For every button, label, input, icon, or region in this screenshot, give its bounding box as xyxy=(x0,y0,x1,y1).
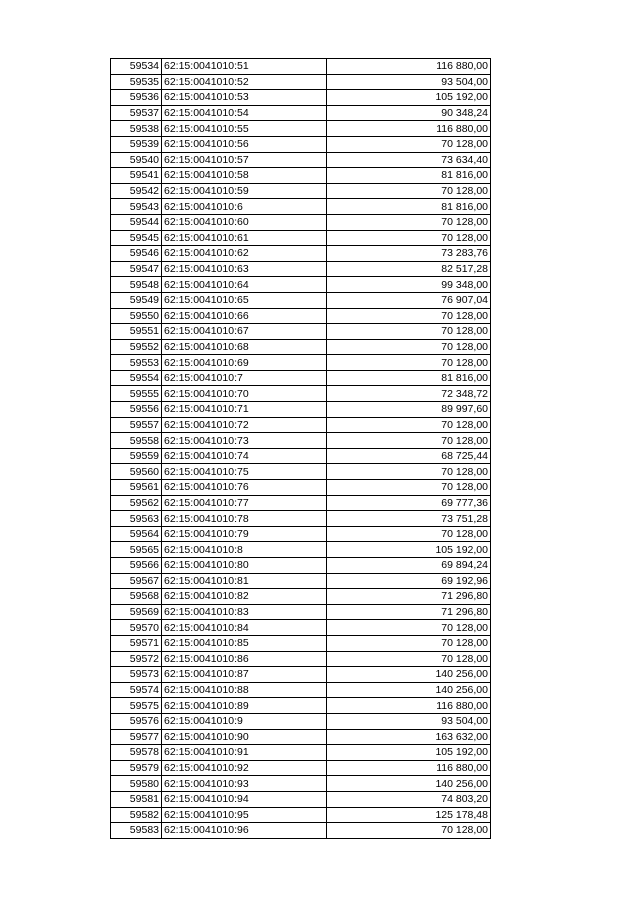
row-number-cell: 59571 xyxy=(111,635,162,651)
row-number-cell: 59550 xyxy=(111,308,162,324)
value-cell: 70 128,00 xyxy=(327,355,491,371)
table-row xyxy=(111,74,491,90)
table-row xyxy=(111,152,491,168)
row-number-cell: 59578 xyxy=(111,745,162,761)
value-cell: 70 128,00 xyxy=(327,417,491,433)
table-row xyxy=(111,168,491,184)
row-number-cell: 59557 xyxy=(111,417,162,433)
row-number-cell: 59572 xyxy=(111,651,162,667)
value-cell: 72 348,72 xyxy=(327,386,491,402)
value-cell: 70 128,00 xyxy=(327,526,491,542)
table-row xyxy=(111,620,491,636)
value-cell: 70 128,00 xyxy=(327,183,491,199)
table-row xyxy=(111,292,491,308)
row-number-cell: 59565 xyxy=(111,542,162,558)
row-number-cell: 59539 xyxy=(111,136,162,152)
cadastral-value-table xyxy=(110,58,491,839)
table-row xyxy=(111,355,491,371)
cadastral-number-cell: 62:15:0041010:60 xyxy=(162,214,327,230)
row-number-cell: 59569 xyxy=(111,604,162,620)
cadastral-number-cell: 62:15:0041010:59 xyxy=(162,183,327,199)
row-number-cell: 59547 xyxy=(111,261,162,277)
table-row xyxy=(111,558,491,574)
row-number-cell: 59538 xyxy=(111,121,162,137)
value-cell: 69 777,36 xyxy=(327,495,491,511)
value-cell: 70 128,00 xyxy=(327,339,491,355)
value-cell: 99 348,00 xyxy=(327,277,491,293)
row-number-cell: 59567 xyxy=(111,573,162,589)
value-cell: 70 128,00 xyxy=(327,464,491,480)
cadastral-number-cell: 62:15:0041010:89 xyxy=(162,698,327,714)
value-cell: 140 256,00 xyxy=(327,682,491,698)
table-row xyxy=(111,542,491,558)
table-row xyxy=(111,760,491,776)
cadastral-number-cell: 62:15:0041010:74 xyxy=(162,448,327,464)
row-number-cell: 59542 xyxy=(111,183,162,199)
cadastral-number-cell: 62:15:0041010:64 xyxy=(162,277,327,293)
table-row xyxy=(111,464,491,480)
cadastral-number-cell: 62:15:0041010:58 xyxy=(162,168,327,184)
row-number-cell: 59580 xyxy=(111,776,162,792)
table-row xyxy=(111,277,491,293)
cadastral-number-cell: 62:15:0041010:72 xyxy=(162,417,327,433)
cadastral-number-cell: 62:15:0041010:9 xyxy=(162,713,327,729)
cadastral-number-cell: 62:15:0041010:7 xyxy=(162,370,327,386)
table-row xyxy=(111,230,491,246)
row-number-cell: 59582 xyxy=(111,807,162,823)
value-cell: 70 128,00 xyxy=(327,214,491,230)
row-number-cell: 59561 xyxy=(111,480,162,496)
cadastral-number-cell: 62:15:0041010:71 xyxy=(162,402,327,418)
row-number-cell: 59566 xyxy=(111,558,162,574)
cadastral-number-cell: 62:15:0041010:77 xyxy=(162,495,327,511)
cadastral-number-cell: 62:15:0041010:76 xyxy=(162,480,327,496)
cadastral-number-cell: 62:15:0041010:54 xyxy=(162,105,327,121)
table-row xyxy=(111,511,491,527)
value-cell: 73 751,28 xyxy=(327,511,491,527)
cadastral-number-cell: 62:15:0041010:52 xyxy=(162,74,327,90)
table-row xyxy=(111,573,491,589)
value-cell: 70 128,00 xyxy=(327,823,491,839)
cadastral-number-cell: 62:15:0041010:92 xyxy=(162,760,327,776)
table-row xyxy=(111,308,491,324)
cadastral-number-cell: 62:15:0041010:68 xyxy=(162,339,327,355)
row-number-cell: 59562 xyxy=(111,495,162,511)
value-cell: 81 816,00 xyxy=(327,199,491,215)
value-cell: 105 192,00 xyxy=(327,542,491,558)
row-number-cell: 59577 xyxy=(111,729,162,745)
value-cell: 93 504,00 xyxy=(327,74,491,90)
row-number-cell: 59570 xyxy=(111,620,162,636)
value-cell: 68 725,44 xyxy=(327,448,491,464)
table-row xyxy=(111,682,491,698)
value-cell: 116 880,00 xyxy=(327,59,491,75)
cadastral-number-cell: 62:15:0041010:85 xyxy=(162,635,327,651)
table-row xyxy=(111,386,491,402)
value-cell: 116 880,00 xyxy=(327,760,491,776)
table-row xyxy=(111,183,491,199)
table-row xyxy=(111,698,491,714)
table-row xyxy=(111,214,491,230)
row-number-cell: 59573 xyxy=(111,667,162,683)
row-number-cell: 59583 xyxy=(111,823,162,839)
table-row xyxy=(111,433,491,449)
row-number-cell: 59581 xyxy=(111,791,162,807)
cadastral-number-cell: 62:15:0041010:90 xyxy=(162,729,327,745)
cadastral-number-cell: 62:15:0041010:69 xyxy=(162,355,327,371)
row-number-cell: 59579 xyxy=(111,760,162,776)
row-number-cell: 59558 xyxy=(111,433,162,449)
cadastral-number-cell: 62:15:0041010:78 xyxy=(162,511,327,527)
row-number-cell: 59541 xyxy=(111,168,162,184)
value-cell: 93 504,00 xyxy=(327,713,491,729)
cadastral-number-cell: 62:15:0041010:81 xyxy=(162,573,327,589)
row-number-cell: 59559 xyxy=(111,448,162,464)
row-number-cell: 59552 xyxy=(111,339,162,355)
table-row xyxy=(111,745,491,761)
row-number-cell: 59540 xyxy=(111,152,162,168)
row-number-cell: 59560 xyxy=(111,464,162,480)
table-row xyxy=(111,604,491,620)
table-row xyxy=(111,651,491,667)
value-cell: 73 283,76 xyxy=(327,246,491,262)
cadastral-number-cell: 62:15:0041010:56 xyxy=(162,136,327,152)
value-cell: 163 632,00 xyxy=(327,729,491,745)
value-cell: 70 128,00 xyxy=(327,308,491,324)
cadastral-number-cell: 62:15:0041010:62 xyxy=(162,246,327,262)
cadastral-number-cell: 62:15:0041010:88 xyxy=(162,682,327,698)
value-cell: 105 192,00 xyxy=(327,745,491,761)
cadastral-number-cell: 62:15:0041010:55 xyxy=(162,121,327,137)
cadastral-number-cell: 62:15:0041010:94 xyxy=(162,791,327,807)
value-cell: 89 997,60 xyxy=(327,402,491,418)
row-number-cell: 59553 xyxy=(111,355,162,371)
value-cell: 70 128,00 xyxy=(327,620,491,636)
cadastral-number-cell: 62:15:0041010:51 xyxy=(162,59,327,75)
value-cell: 70 128,00 xyxy=(327,136,491,152)
cadastral-number-cell: 62:15:0041010:66 xyxy=(162,308,327,324)
table-row xyxy=(111,495,491,511)
row-number-cell: 59536 xyxy=(111,90,162,106)
cadastral-number-cell: 62:15:0041010:86 xyxy=(162,651,327,667)
table-row xyxy=(111,667,491,683)
value-cell: 71 296,80 xyxy=(327,589,491,605)
table-row xyxy=(111,729,491,745)
row-number-cell: 59554 xyxy=(111,370,162,386)
row-number-cell: 59556 xyxy=(111,402,162,418)
row-number-cell: 59568 xyxy=(111,589,162,605)
value-cell: 116 880,00 xyxy=(327,121,491,137)
cadastral-number-cell: 62:15:0041010:63 xyxy=(162,261,327,277)
value-cell: 90 348,24 xyxy=(327,105,491,121)
row-number-cell: 59545 xyxy=(111,230,162,246)
table-row xyxy=(111,402,491,418)
value-cell: 81 816,00 xyxy=(327,370,491,386)
cadastral-number-cell: 62:15:0041010:79 xyxy=(162,526,327,542)
row-number-cell: 59576 xyxy=(111,713,162,729)
value-cell: 140 256,00 xyxy=(327,667,491,683)
cadastral-number-cell: 62:15:0041010:67 xyxy=(162,324,327,340)
cadastral-number-cell: 62:15:0041010:57 xyxy=(162,152,327,168)
value-cell: 81 816,00 xyxy=(327,168,491,184)
value-cell: 70 128,00 xyxy=(327,230,491,246)
cadastral-number-cell: 62:15:0041010:83 xyxy=(162,604,327,620)
value-cell: 140 256,00 xyxy=(327,776,491,792)
row-number-cell: 59535 xyxy=(111,74,162,90)
table-row xyxy=(111,776,491,792)
cadastral-number-cell: 62:15:0041010:8 xyxy=(162,542,327,558)
cadastral-number-cell: 62:15:0041010:80 xyxy=(162,558,327,574)
row-number-cell: 59543 xyxy=(111,199,162,215)
table-row xyxy=(111,324,491,340)
value-cell: 116 880,00 xyxy=(327,698,491,714)
table-row xyxy=(111,526,491,542)
table-row xyxy=(111,807,491,823)
cadastral-number-cell: 62:15:0041010:65 xyxy=(162,292,327,308)
table-row xyxy=(111,370,491,386)
row-number-cell: 59546 xyxy=(111,246,162,262)
cadastral-number-cell: 62:15:0041010:70 xyxy=(162,386,327,402)
table-row xyxy=(111,480,491,496)
table-row xyxy=(111,635,491,651)
value-cell: 82 517,28 xyxy=(327,261,491,277)
row-number-cell: 59564 xyxy=(111,526,162,542)
row-number-cell: 59549 xyxy=(111,292,162,308)
row-number-cell: 59548 xyxy=(111,277,162,293)
value-cell: 76 907,04 xyxy=(327,292,491,308)
cadastral-number-cell: 62:15:0041010:6 xyxy=(162,199,327,215)
table-row xyxy=(111,713,491,729)
value-cell: 73 634,40 xyxy=(327,152,491,168)
table-row xyxy=(111,417,491,433)
table-row xyxy=(111,246,491,262)
row-number-cell: 59544 xyxy=(111,214,162,230)
value-cell: 70 128,00 xyxy=(327,480,491,496)
row-number-cell: 59575 xyxy=(111,698,162,714)
row-number-cell: 59551 xyxy=(111,324,162,340)
table-row xyxy=(111,339,491,355)
table-body xyxy=(111,59,491,839)
value-cell: 71 296,80 xyxy=(327,604,491,620)
table-row xyxy=(111,448,491,464)
value-cell: 69 894,24 xyxy=(327,558,491,574)
cadastral-number-cell: 62:15:0041010:61 xyxy=(162,230,327,246)
cadastral-number-cell: 62:15:0041010:93 xyxy=(162,776,327,792)
cadastral-number-cell: 62:15:0041010:84 xyxy=(162,620,327,636)
cadastral-number-cell: 62:15:0041010:87 xyxy=(162,667,327,683)
cadastral-number-cell: 62:15:0041010:91 xyxy=(162,745,327,761)
row-number-cell: 59563 xyxy=(111,511,162,527)
cadastral-number-cell: 62:15:0041010:95 xyxy=(162,807,327,823)
table-row xyxy=(111,59,491,75)
cadastral-number-cell: 62:15:0041010:96 xyxy=(162,823,327,839)
table-row xyxy=(111,105,491,121)
cadastral-number-cell: 62:15:0041010:73 xyxy=(162,433,327,449)
table-row xyxy=(111,791,491,807)
row-number-cell: 59537 xyxy=(111,105,162,121)
value-cell: 70 128,00 xyxy=(327,433,491,449)
value-cell: 70 128,00 xyxy=(327,635,491,651)
table-row xyxy=(111,199,491,215)
row-number-cell: 59555 xyxy=(111,386,162,402)
row-number-cell: 59534 xyxy=(111,59,162,75)
value-cell: 105 192,00 xyxy=(327,90,491,106)
table-row xyxy=(111,90,491,106)
value-cell: 69 192,96 xyxy=(327,573,491,589)
table-row xyxy=(111,823,491,839)
cadastral-number-cell: 62:15:0041010:82 xyxy=(162,589,327,605)
cadastral-number-cell: 62:15:0041010:75 xyxy=(162,464,327,480)
table-row xyxy=(111,121,491,137)
value-cell: 70 128,00 xyxy=(327,324,491,340)
cadastral-number-cell: 62:15:0041010:53 xyxy=(162,90,327,106)
table-row xyxy=(111,589,491,605)
table-row xyxy=(111,136,491,152)
value-cell: 74 803,20 xyxy=(327,791,491,807)
row-number-cell: 59574 xyxy=(111,682,162,698)
table-row xyxy=(111,261,491,277)
value-cell: 70 128,00 xyxy=(327,651,491,667)
value-cell: 125 178,48 xyxy=(327,807,491,823)
